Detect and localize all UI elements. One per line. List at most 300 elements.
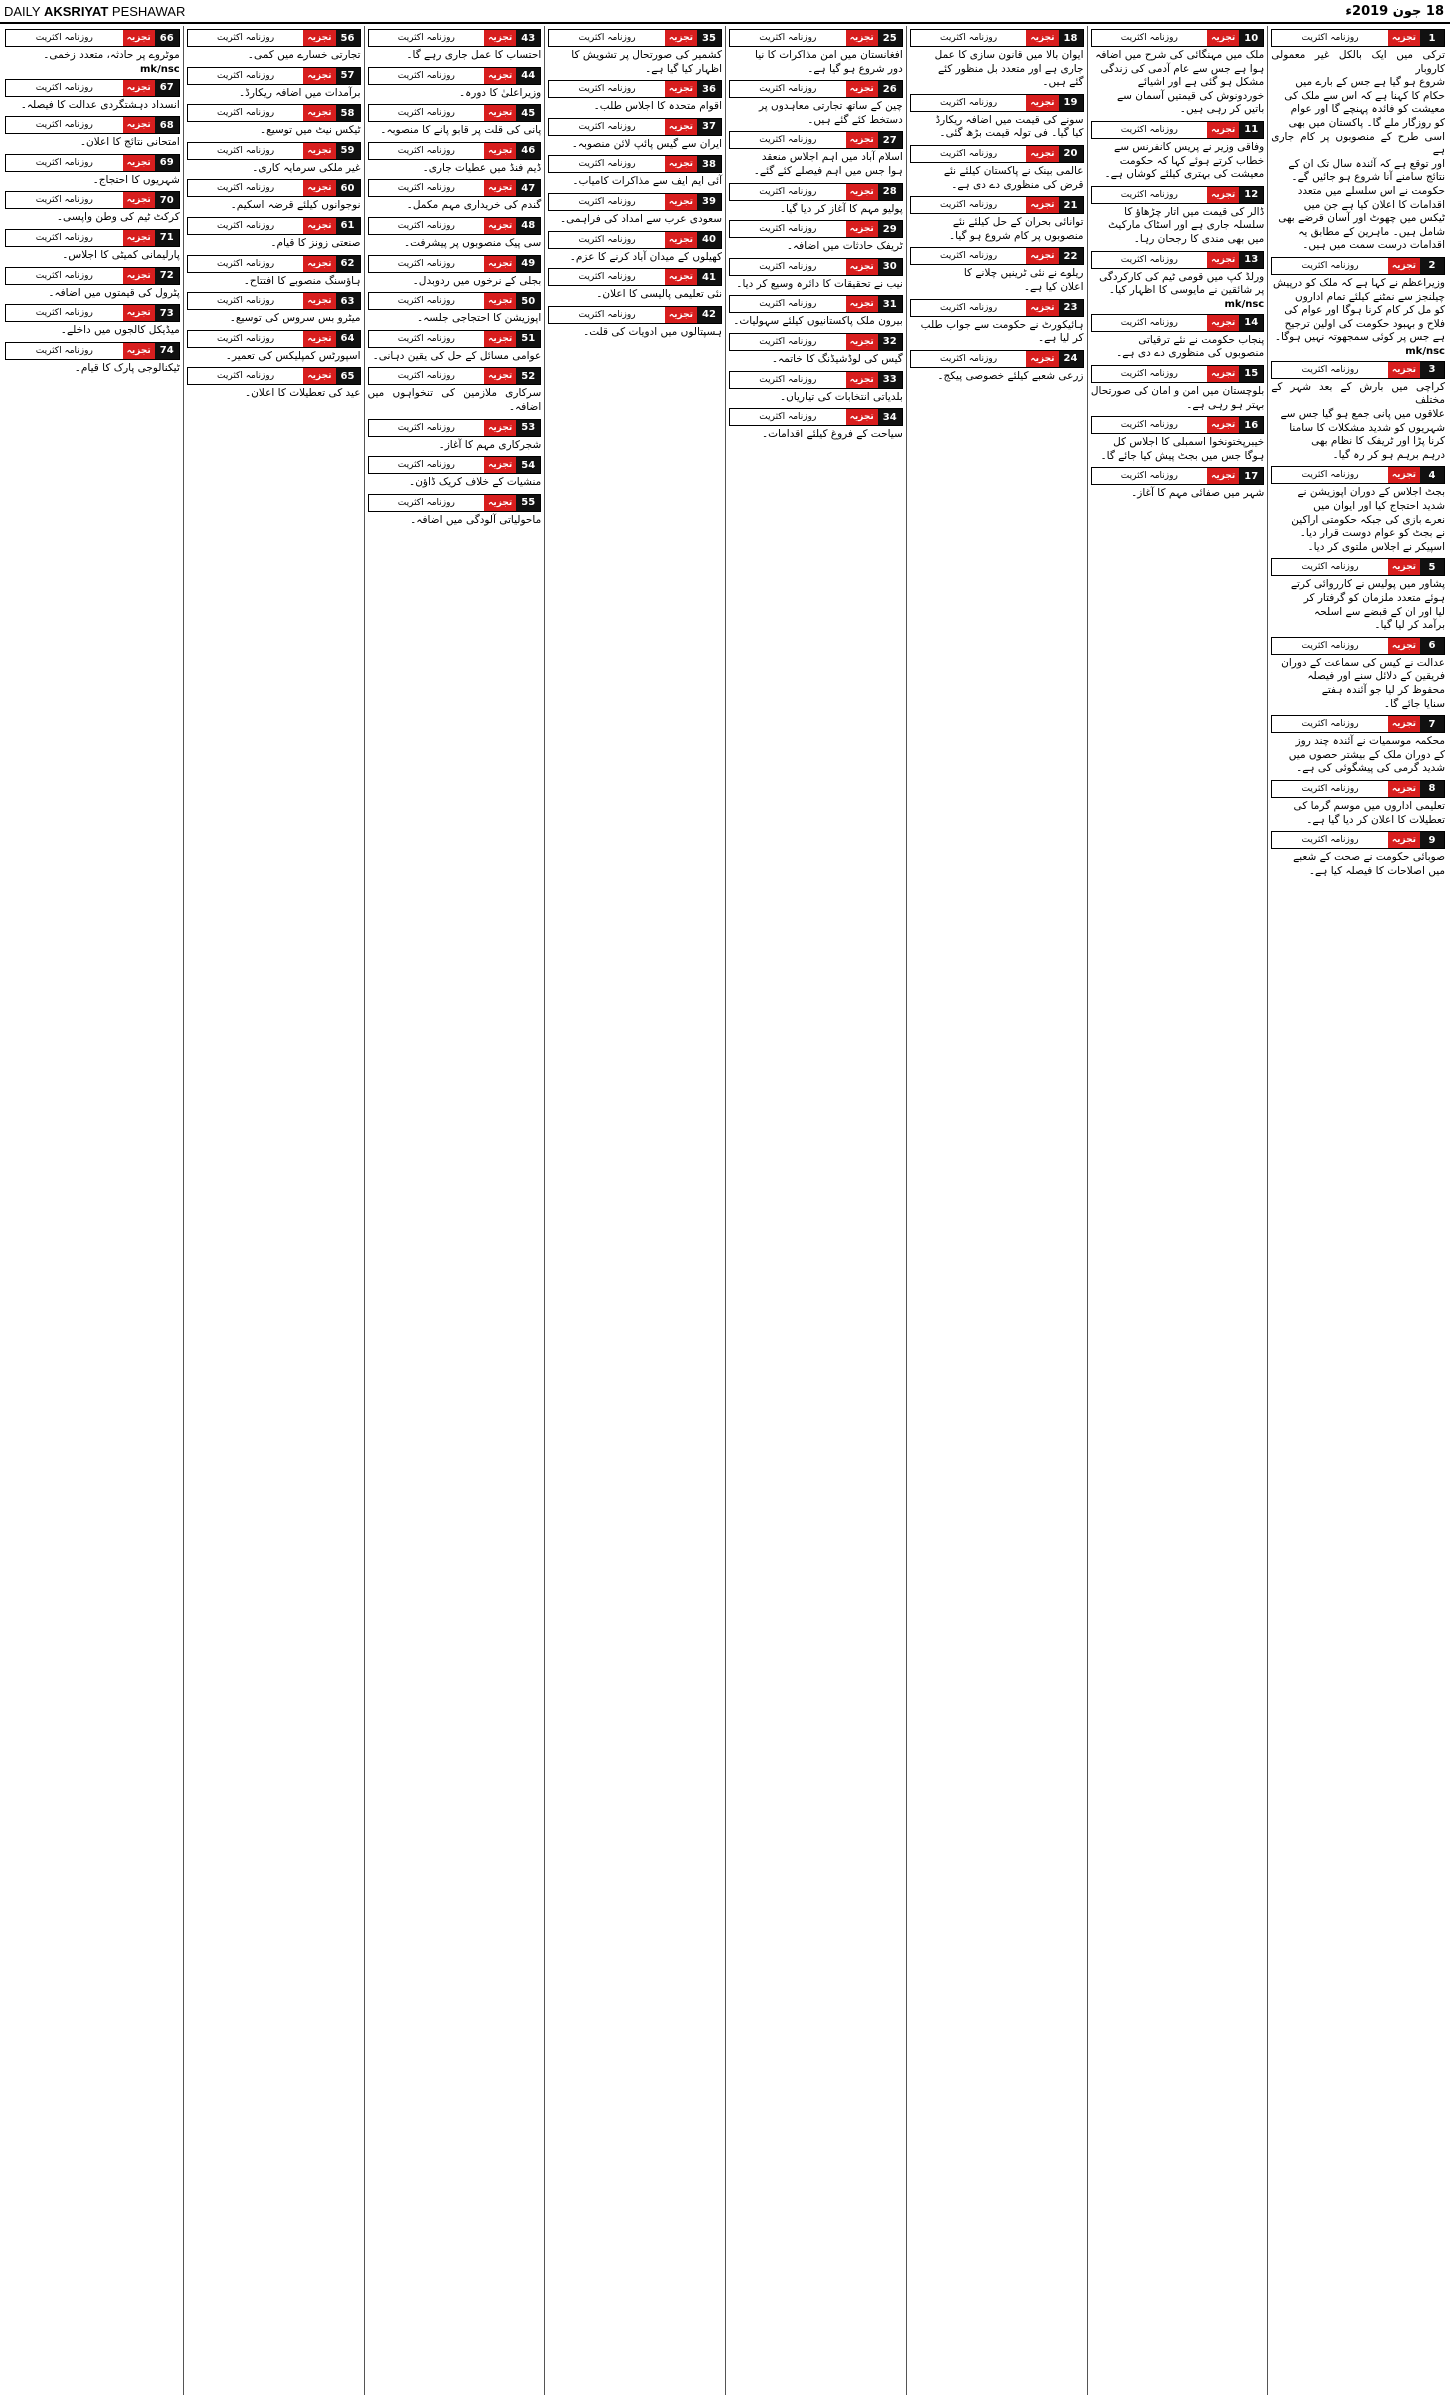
news-item <box>729 131 903 178</box>
item-tag: تجزیہ <box>303 143 335 159</box>
news-item-header <box>187 179 361 197</box>
news-item-header <box>368 179 542 197</box>
news-item-header <box>729 183 903 201</box>
body-line: ہوا ہے جس سے عام آدمی کی زندگی <box>1100 62 1265 75</box>
item-number: 11 <box>1239 122 1263 138</box>
item-tag: تجزیہ <box>484 495 516 511</box>
body-line: باتیں کر رہی ہیں۔ <box>1179 103 1265 116</box>
news-column <box>183 26 364 2395</box>
news-item-header <box>729 295 903 313</box>
body-line: سعودی عرب سے امداد کی فراہمی۔ <box>559 212 722 225</box>
issue-date: 18 جون 2019ء <box>1345 3 1444 19</box>
item-source: روزنامہ اکثریت <box>940 302 998 313</box>
news-item-header <box>548 306 722 324</box>
item-tag: تجزیہ <box>1026 248 1058 264</box>
body-line: بجلی کے نرخوں میں ردوبدل۔ <box>412 274 542 287</box>
news-item <box>187 179 361 213</box>
news-item <box>729 220 903 254</box>
item-number: 23 <box>1059 300 1083 316</box>
item-tag: تجزیہ <box>1388 638 1420 654</box>
item-source: روزنامہ اکثریت <box>1120 368 1178 379</box>
item-tag: تجزیہ <box>1026 146 1058 162</box>
news-item-body <box>1271 578 1445 632</box>
item-tag: تجزیہ <box>123 230 155 246</box>
news-item-body <box>187 350 361 364</box>
news-item <box>729 183 903 217</box>
item-number: 74 <box>155 343 179 359</box>
item-number: 56 <box>336 30 360 46</box>
item-number: 21 <box>1059 197 1083 213</box>
body-line: کیا گیا۔ فی تولہ قیمت بڑھ گئی۔ <box>939 127 1084 140</box>
news-item-header <box>187 217 361 235</box>
item-number: 63 <box>336 293 360 309</box>
item-tag: تجزیہ <box>303 218 335 234</box>
body-line: معیشت کو فائدہ پہنچے گا اور عوام <box>1290 103 1445 116</box>
item-source: روزنامہ اکثریت <box>759 374 817 385</box>
news-item-body <box>1271 800 1445 827</box>
news-item <box>729 80 903 127</box>
item-source: روزنامہ اکثریت <box>35 308 93 319</box>
body-line: چیلنجز سے نمٹنے کیلئے تمام اداروں <box>1294 290 1445 303</box>
body-line: پشاور میں پولیس نے کارروائی کرتے <box>1290 578 1445 591</box>
news-item <box>5 154 180 188</box>
item-number: 64 <box>336 331 360 347</box>
item-number: 24 <box>1059 351 1083 367</box>
item-number: 51 <box>516 331 540 347</box>
body-line: کشمیر کی صورتحال پر تشویش کا <box>571 49 722 61</box>
newspaper-name: DAILY AKSRIYAT PESHAWAR <box>4 3 186 19</box>
news-item <box>548 193 722 227</box>
body-line: پانی کی قلت پر قابو پانے کا منصوبہ۔ <box>380 124 542 137</box>
item-tag: تجزیہ <box>123 155 155 171</box>
item-number: 26 <box>878 81 902 97</box>
news-item-header <box>1271 715 1445 733</box>
item-tag: تجزیہ <box>665 81 697 97</box>
body-line: گیس کی لوڈشیڈنگ کا خاتمہ۔ <box>771 352 903 365</box>
news-item-body <box>729 391 903 405</box>
item-tag: تجزیہ <box>846 81 878 97</box>
body-line: وزیراعظم نے کہا ہے کہ ملک کو درپیش <box>1272 276 1445 289</box>
news-item-header <box>368 29 542 47</box>
news-item-body <box>187 275 361 289</box>
news-item <box>368 217 542 251</box>
body-line: معیشت کی بہتری کیلئے کوشاں ہے۔ <box>1104 168 1265 181</box>
news-column <box>1267 26 1448 2395</box>
news-item-header <box>910 29 1084 47</box>
item-tag: تجزیہ <box>1388 258 1420 274</box>
news-item-body <box>368 439 542 453</box>
news-item-header <box>1091 365 1265 383</box>
item-number: 44 <box>516 68 540 84</box>
item-tag: تجزیہ <box>484 368 516 384</box>
body-line: چین کے ساتھ تجارتی معاہدوں پر <box>759 100 903 113</box>
body-line: دور شروع ہو گیا ہے۔ <box>807 62 903 75</box>
body-line: شجرکاری مہم کا آغاز۔ <box>438 438 542 451</box>
body-line: برآمدات میں اضافہ ریکارڈ۔ <box>239 86 361 99</box>
news-item <box>368 292 542 326</box>
item-source: روزنامہ اکثریت <box>759 224 817 235</box>
news-item-header <box>1091 467 1265 485</box>
body-line: اقوام متحدہ کا اجلاس طلب۔ <box>593 100 722 113</box>
news-item <box>368 29 542 63</box>
body-line: کرنا پڑا اور ٹریفک کا نظام بھی <box>1311 435 1445 448</box>
news-item-body <box>1091 206 1265 247</box>
body-line: پر شائقین نے مایوسی کا اظہار کیا۔ <box>1108 284 1265 297</box>
body-line: میٹرو بس سروس کی توسیع۔ <box>229 312 361 325</box>
item-tag: تجزیہ <box>484 331 516 347</box>
body-line: شدید احتجاج کیا اور ایوان میں <box>1313 500 1445 513</box>
item-tag: تجزیہ <box>1207 122 1239 138</box>
body-line: سرکاری ملازمین کی تنخواہوں میں اضافہ۔ <box>367 387 542 413</box>
news-item-body <box>910 216 1084 243</box>
item-number: 46 <box>516 143 540 159</box>
news-item-header <box>1091 314 1265 332</box>
item-source: روزنامہ اکثریت <box>397 220 455 231</box>
item-source: روزنامہ اکثریت <box>35 232 93 243</box>
news-item-body <box>1091 49 1265 117</box>
body-line: اعلان کیا ہے۔ <box>1023 280 1084 293</box>
body-line: بیرون ملک پاکستانیوں کیلئے سہولیات۔ <box>733 315 903 328</box>
item-tag: تجزیہ <box>303 180 335 196</box>
item-number: 65 <box>336 368 360 384</box>
news-item-header <box>729 80 903 98</box>
item-source: روزنامہ اکثریت <box>217 220 275 231</box>
news-item <box>910 94 1084 141</box>
item-source: روزنامہ اکثریت <box>759 186 817 197</box>
body-line: خیبرپختونخوا اسمبلی کا اجلاس کل <box>1113 436 1265 449</box>
item-number: 27 <box>878 132 902 148</box>
news-item <box>548 29 722 76</box>
news-item <box>910 247 1084 294</box>
item-tag: تجزیہ <box>846 409 878 425</box>
news-item <box>1091 186 1265 247</box>
body-line: اپوزیشن کا احتجاجی جلسہ۔ <box>416 312 542 325</box>
news-item <box>1091 416 1265 463</box>
body-line: نعرے بازی کی جبکہ حکومتی اراکین <box>1291 513 1445 526</box>
item-number: 47 <box>516 180 540 196</box>
news-item-body <box>1091 334 1265 361</box>
item-tag: تجزیہ <box>484 420 516 436</box>
body-line: کراچی میں بارش کے بعد شہر کے مختلف <box>1271 380 1445 407</box>
body-line: ہے جس پر کوئی سمجھوتہ نہیں ہوگا۔ <box>1274 331 1445 344</box>
item-tag: تجزیہ <box>123 117 155 133</box>
item-tag: تجزیہ <box>484 30 516 46</box>
item-number: 53 <box>516 420 540 436</box>
item-number: 39 <box>697 194 721 210</box>
body-line: عالمی بینک نے پاکستان کیلئے نئے <box>943 164 1084 177</box>
item-source: روزنامہ اکثریت <box>1301 562 1359 573</box>
item-number: 57 <box>336 68 360 84</box>
news-item-header <box>5 267 180 285</box>
item-tag: تجزیہ <box>665 156 697 172</box>
news-item-header <box>187 67 361 85</box>
body-line: ٹیکس نیٹ میں توسیع۔ <box>259 124 361 137</box>
item-tag: تجزیہ <box>303 368 335 384</box>
news-item <box>187 67 361 101</box>
body-line: شہریوں کو شدید مشکلات کا سامنا <box>1289 421 1445 434</box>
body-line: محفوظ کر لیا جو آئندہ ہفتے <box>1321 683 1445 696</box>
newspaper-page <box>2 26 1448 2395</box>
news-item-body <box>548 138 722 152</box>
news-item <box>548 80 722 114</box>
item-tag: تجزیہ <box>1388 559 1420 575</box>
news-item-body <box>5 249 180 263</box>
item-source: روزنامہ اکثریت <box>35 345 93 356</box>
news-item <box>548 306 722 340</box>
item-number: 13 <box>1239 252 1263 268</box>
news-item <box>548 155 722 189</box>
item-number: 54 <box>516 457 540 473</box>
item-source: روزنامہ اکثریت <box>397 333 455 344</box>
item-source: روزنامہ اکثریت <box>940 200 998 211</box>
news-item-body <box>368 87 542 101</box>
news-item <box>187 142 361 176</box>
body-line: ورلڈ کپ میں قومی ٹیم کی کارکردگی <box>1099 270 1265 283</box>
item-tag: تجزیہ <box>846 132 878 148</box>
item-source: روزنامہ اکثریت <box>940 148 998 159</box>
body-line: اسپورٹس کمپلیکس کی تعمیر۔ <box>225 349 361 362</box>
item-source: روزنامہ اکثریت <box>940 353 998 364</box>
news-item <box>548 118 722 152</box>
body-line: اظہار کیا گیا ہے۔ <box>645 62 722 75</box>
news-item-header <box>1271 361 1445 379</box>
item-source: روزنامہ اکثریت <box>35 195 93 206</box>
item-tag: تجزیہ <box>1207 468 1239 484</box>
item-number: 52 <box>516 368 540 384</box>
item-source: روزنامہ اکثریت <box>578 196 636 207</box>
news-item-body <box>187 237 361 251</box>
item-tag: تجزیہ <box>1207 30 1239 46</box>
body-line: ڈالر کی قیمت میں اتار چڑھاؤ کا <box>1124 205 1265 218</box>
item-number: 35 <box>697 30 721 46</box>
news-item <box>729 371 903 405</box>
item-source: روزنامہ اکثریت <box>35 270 93 281</box>
news-item-header <box>368 494 542 512</box>
news-item-header <box>187 367 361 385</box>
item-tag: تجزیہ <box>1026 351 1058 367</box>
news-item-header <box>368 456 542 474</box>
body-line: صنعتی زونز کا قیام۔ <box>270 236 361 249</box>
news-item-header <box>187 29 361 47</box>
news-item <box>729 333 903 367</box>
body-line: ایران سے گیس پائپ لائن منصوبہ۔ <box>571 137 722 150</box>
body-line: وزیراعلیٰ کا دورہ۔ <box>458 86 542 99</box>
news-item-body <box>368 514 542 528</box>
news-item-header <box>548 29 722 47</box>
news-item-body <box>5 362 180 376</box>
item-source: روزنامہ اکثریت <box>217 33 275 43</box>
news-item-body <box>729 428 903 442</box>
news-item <box>1271 558 1445 632</box>
news-item-header <box>1091 29 1265 47</box>
news-item <box>1091 251 1265 310</box>
item-number: 59 <box>336 143 360 159</box>
item-tag: تجزیہ <box>484 180 516 196</box>
news-item <box>5 116 180 150</box>
item-signature: mk/nsc <box>1405 345 1445 357</box>
item-number: 72 <box>155 268 179 284</box>
news-item-body <box>1271 851 1445 878</box>
news-item-body <box>548 49 722 76</box>
news-item-body <box>729 49 903 76</box>
news-item-body <box>368 312 542 326</box>
body-line: نیب نے تحقیقات کا دائرہ وسیع کر دیا۔ <box>736 277 903 290</box>
body-line: خوردونوش کی قیمتیں آسمان سے <box>1117 89 1265 102</box>
item-number: 73 <box>155 305 179 321</box>
item-number: 67 <box>155 80 179 96</box>
news-item <box>187 104 361 138</box>
item-source: روزنامہ اکثریت <box>35 157 93 168</box>
item-source: روزنامہ اکثریت <box>940 97 998 108</box>
body-line: برآمد کر لیا گیا۔ <box>1374 619 1445 632</box>
body-line: تجارتی خسارے میں کمی۔ <box>247 49 361 61</box>
news-item-header <box>187 255 361 273</box>
news-item <box>910 299 1084 346</box>
item-source: روزنامہ اکثریت <box>397 296 455 307</box>
item-source: روزنامہ اکثریت <box>759 33 817 43</box>
body-line: کو روزگار ملے گا۔ پاکستان میں بھی <box>1288 116 1445 129</box>
item-source: روزنامہ اکثریت <box>578 33 636 43</box>
news-item-header <box>368 292 542 310</box>
news-item <box>548 231 722 265</box>
item-source: روزنامہ اکثریت <box>35 120 93 131</box>
news-item-header <box>548 193 722 211</box>
news-item <box>5 342 180 376</box>
news-item-header <box>1271 466 1445 484</box>
news-item-header <box>368 142 542 160</box>
news-item-header <box>5 304 180 322</box>
body-line: نے بجٹ کو عوام دوست قرار دیا۔ <box>1299 527 1445 540</box>
news-item-header <box>187 104 361 122</box>
body-line: زرعی شعبے کیلئے خصوصی پیکج۔ <box>937 369 1084 382</box>
item-number: 36 <box>697 81 721 97</box>
body-line: میں بھی مندی کا رجحان رہا۔ <box>1133 232 1265 245</box>
body-line: ہوئے متعدد ملزمان کو گرفتار کر <box>1303 592 1445 604</box>
news-item-header <box>187 330 361 348</box>
item-tag: تجزیہ <box>1026 95 1058 111</box>
body-line: اسلام آباد میں اہم اجلاس منعقد <box>761 151 903 164</box>
body-line: سی پیک منصوبوں پر پیشرفت۔ <box>404 236 542 249</box>
news-item <box>910 350 1084 384</box>
news-item-header <box>910 145 1084 163</box>
news-item-body <box>729 151 903 178</box>
news-item-header <box>187 142 361 160</box>
item-source: روزنامہ اکثریت <box>1301 640 1359 651</box>
item-source: روزنامہ اکثریت <box>1301 470 1359 481</box>
news-item-body <box>1271 735 1445 776</box>
news-item <box>729 408 903 442</box>
body-line: فریقین کے دلائل سنے اور فیصلہ <box>1307 670 1445 683</box>
news-item-body <box>368 124 542 138</box>
news-item-header <box>5 342 180 360</box>
item-source: روزنامہ اکثریت <box>1301 33 1359 43</box>
news-item <box>729 258 903 292</box>
news-item-header <box>5 79 180 97</box>
item-number: 32 <box>878 334 902 350</box>
item-signature: mk/nsc <box>1224 298 1265 310</box>
news-item-body <box>548 100 722 114</box>
news-item-header <box>1271 29 1445 47</box>
news-item <box>1091 365 1265 412</box>
body-line: خطاب کرتے ہوئے کہا کہ حکومت <box>1119 154 1265 167</box>
news-item <box>729 295 903 329</box>
item-tag: تجزیہ <box>484 68 516 84</box>
item-number: 18 <box>1059 30 1083 46</box>
news-item-header <box>5 29 180 47</box>
body-line: شہر میں صفائی مہم کا آغاز۔ <box>1131 487 1265 500</box>
news-item <box>368 456 542 490</box>
item-number: 6 <box>1420 638 1444 654</box>
news-item-body <box>1091 141 1265 182</box>
news-item-header <box>548 155 722 173</box>
body-line: میڈیکل کالجوں میں داخلے۔ <box>60 324 180 337</box>
item-number: 31 <box>878 296 902 312</box>
body-line: اقدامات کا اعلان کیا ہے جن میں <box>1303 198 1445 211</box>
item-number: 43 <box>516 30 540 46</box>
body-line: موٹروے پر حادثہ، متعدد زخمی۔ <box>43 49 180 61</box>
body-line: ریلوے نے نئی ٹرینیں چلانے کا <box>963 267 1084 280</box>
item-number: 48 <box>516 218 540 234</box>
item-tag: تجزیہ <box>484 256 516 272</box>
item-tag: تجزیہ <box>1207 366 1239 382</box>
body-line: گندم کی خریداری مہم مکمل۔ <box>406 199 542 212</box>
body-line: نتائج سامنے آنا شروع ہو جائیں گے۔ <box>1291 171 1445 184</box>
body-line: کرکٹ ٹیم کی وطن واپسی۔ <box>56 211 180 224</box>
body-line: منشیات کے خلاف کریک ڈاؤن۔ <box>409 476 542 489</box>
item-tag: تجزیہ <box>123 343 155 359</box>
item-source: روزنامہ اکثریت <box>397 145 455 156</box>
news-column <box>364 26 545 2395</box>
news-column <box>2 26 183 2395</box>
news-item-body <box>187 124 361 138</box>
item-tag: تجزیہ <box>303 331 335 347</box>
body-line: امتحانی نتائج کا اعلان۔ <box>79 136 180 149</box>
body-line: سلسلہ جاری ہے اور اسٹاک مارکیٹ <box>1108 219 1265 232</box>
body-line: فلاح و بہبود حکومت کی اولین ترجیح <box>1284 317 1445 330</box>
news-item-body <box>910 165 1084 192</box>
item-tag: تجزیہ <box>665 119 697 135</box>
item-source: روزنامہ اکثریت <box>217 145 275 156</box>
item-tag: تجزیہ <box>846 296 878 312</box>
item-source: روزنامہ اکثریت <box>397 497 455 508</box>
item-number: 7 <box>1420 716 1444 732</box>
body-line: مشکل ہو گئی ہے اور اشیائے <box>1137 76 1265 89</box>
item-tag: تجزیہ <box>123 305 155 321</box>
body-line: شامل ہیں۔ ماہرین کے مطابق یہ <box>1298 225 1445 238</box>
news-item-body <box>5 174 180 188</box>
news-item-body <box>5 136 180 150</box>
body-line: شہریوں کا احتجاج۔ <box>92 173 180 186</box>
item-source: روزنامہ اکثریت <box>217 371 275 382</box>
body-line: دستخط کئے گئے ہیں۔ <box>807 113 903 126</box>
item-number: 60 <box>336 180 360 196</box>
item-tag: تجزیہ <box>846 259 878 275</box>
item-tag: تجزیہ <box>484 293 516 309</box>
news-item-header <box>368 419 542 437</box>
news-item-body <box>1271 381 1445 463</box>
news-item <box>5 29 180 75</box>
news-item <box>368 142 542 176</box>
item-number: 70 <box>155 192 179 208</box>
item-source: روزنامہ اکثریت <box>35 33 93 43</box>
news-item <box>187 330 361 364</box>
news-item <box>1271 715 1445 776</box>
item-number: 15 <box>1239 366 1263 382</box>
item-source: روزنامہ اکثریت <box>217 108 275 119</box>
item-tag: تجزیہ <box>665 307 697 323</box>
news-item-body <box>5 49 180 63</box>
body-line: توانائی بحران کے حل کیلئے نئے <box>952 216 1084 229</box>
